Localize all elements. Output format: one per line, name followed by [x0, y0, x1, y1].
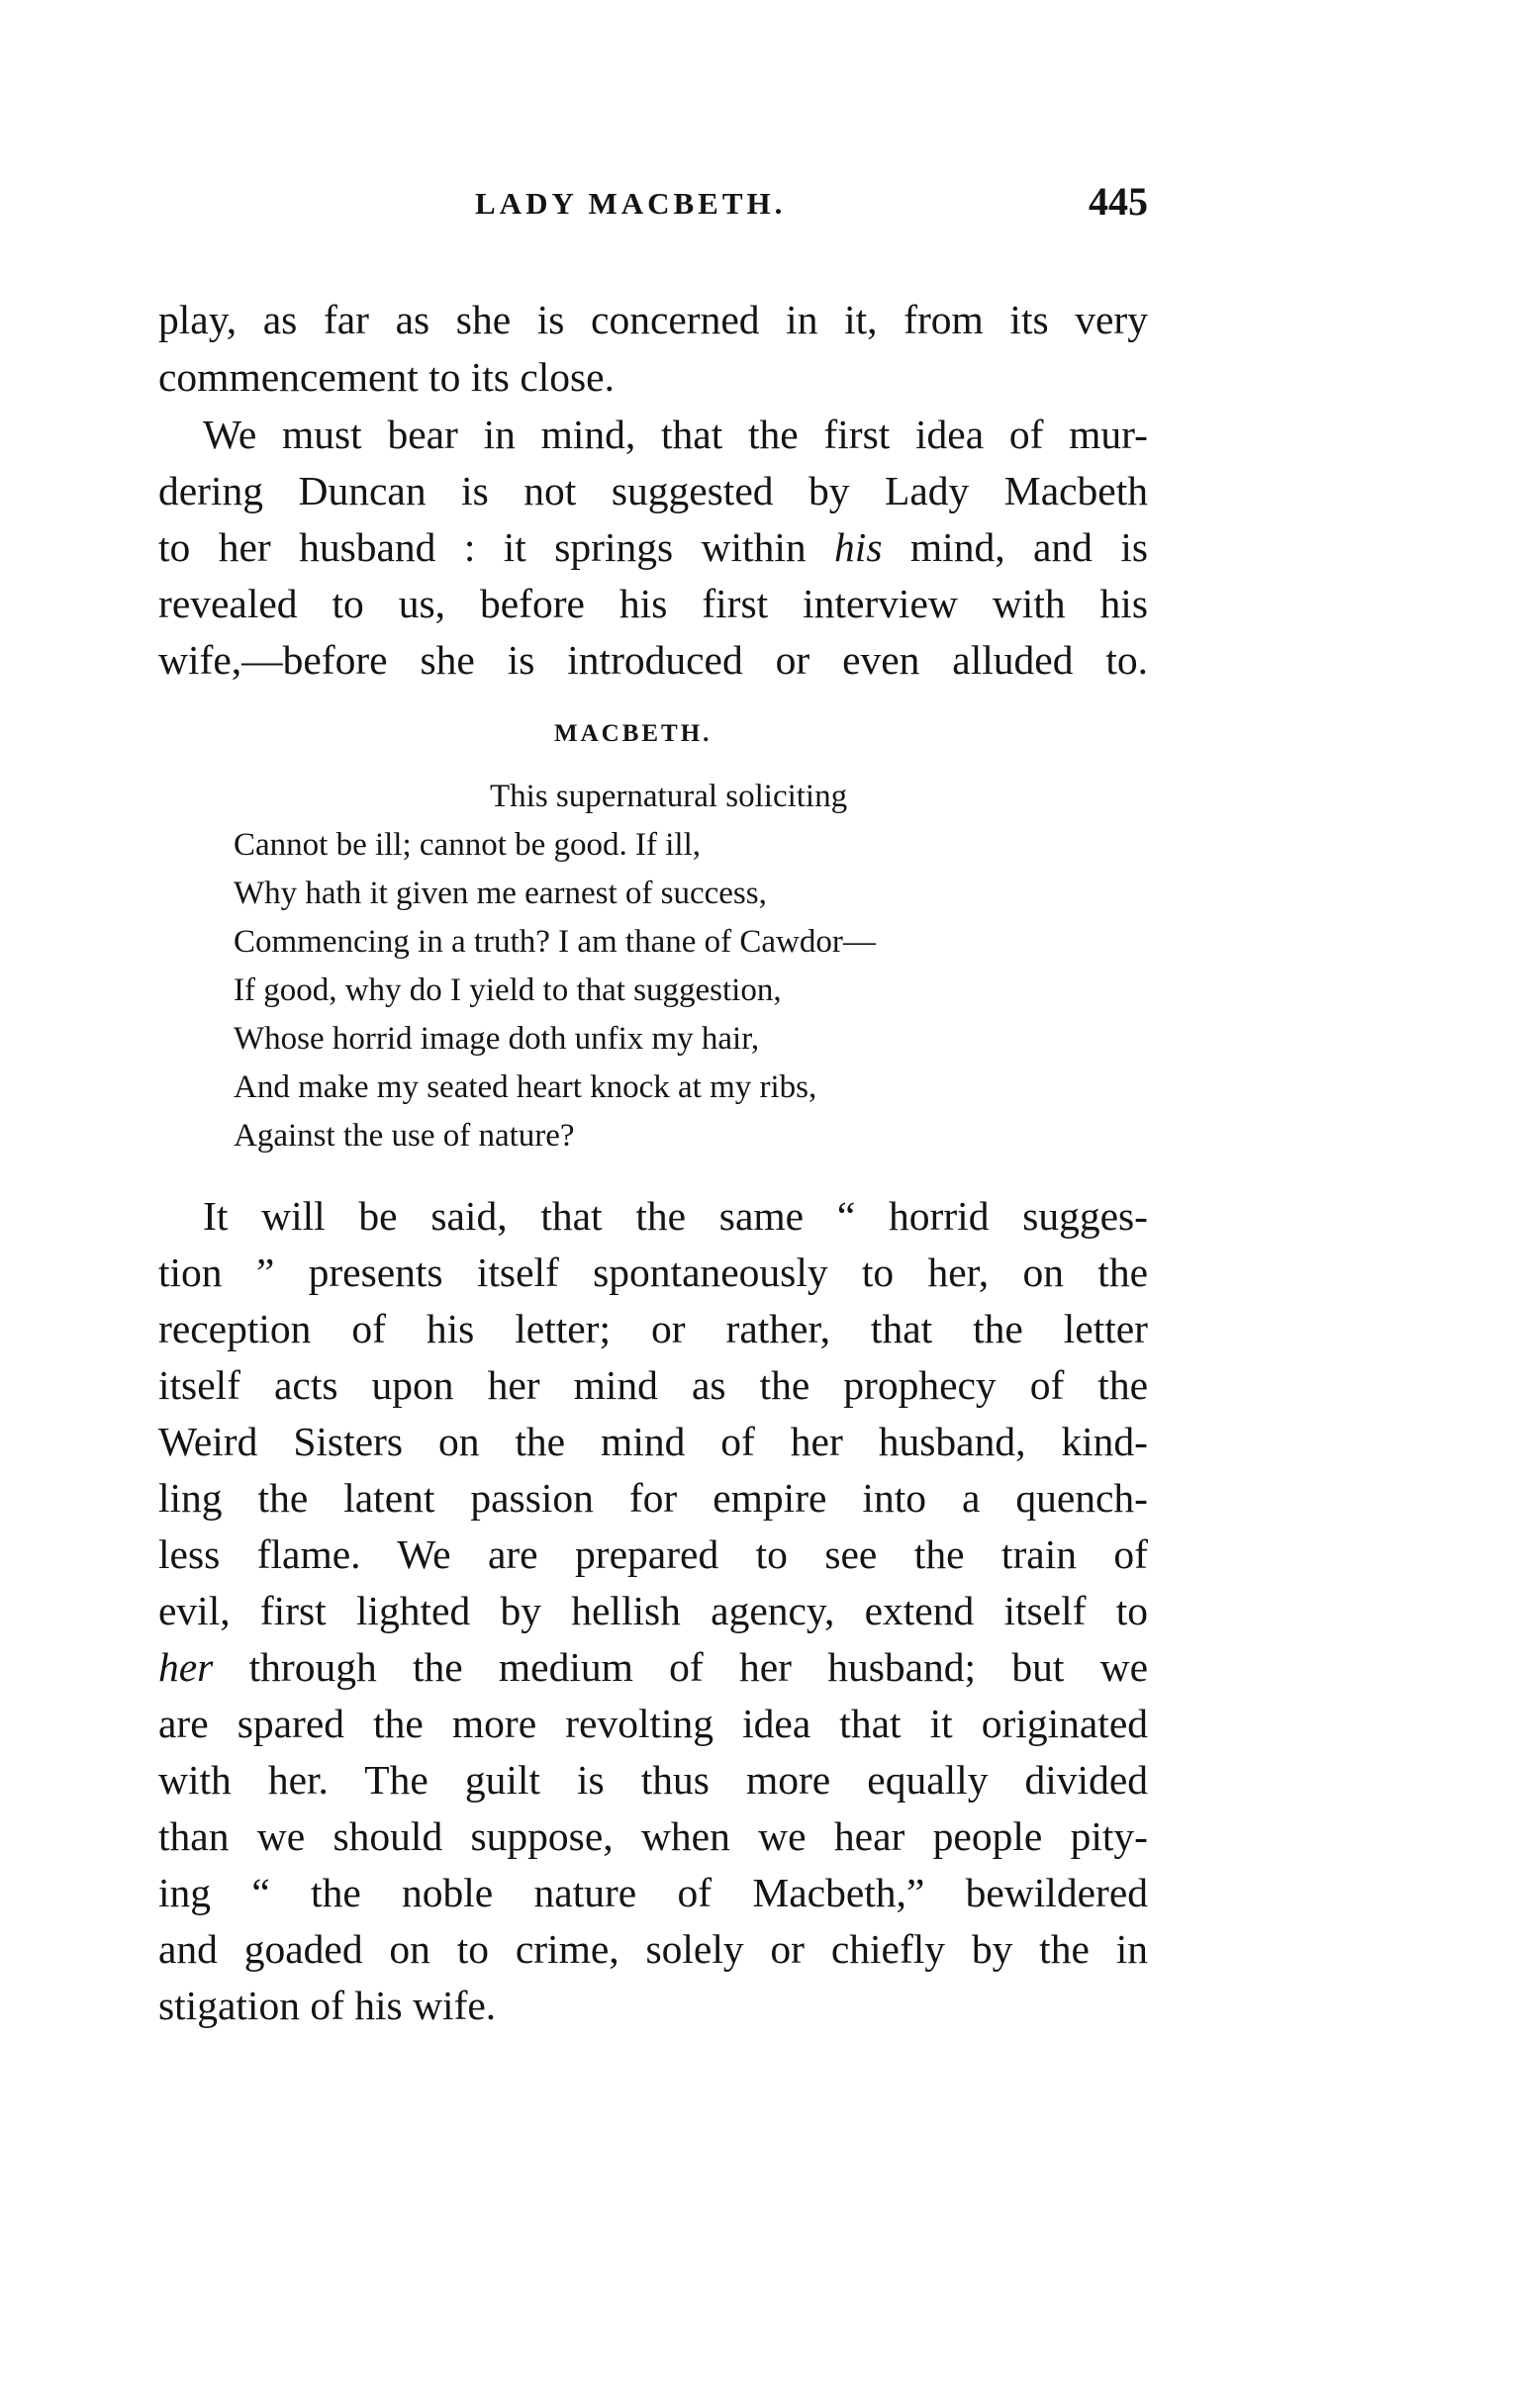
verse-line-8: Against the use of nature? — [234, 1118, 575, 1154]
paragraph-3-line-9-text: through the medium of her husband; but we — [248, 1644, 1149, 1690]
paragraph-3-line-8: evil, first lighted by hellish agency, extend itself to — [158, 1588, 1148, 1633]
paragraph-3-line-1: It will be said, that the same “ horrid sugges- — [203, 1193, 1148, 1239]
paragraph-2-line-2: dering Duncan is not suggested by Lady Macbeth — [158, 468, 1148, 513]
verse-line-6: Whose horrid image doth unfix my hair, — [234, 1021, 760, 1057]
paragraph-2-line-3 — [158, 518, 1148, 576]
emphasis-her: her — [158, 1644, 214, 1690]
paragraph-3-line-7: less flame. We are prepared to see the train of — [158, 1531, 1148, 1577]
paragraph-2-line-5: wife,—before she is introduced or even alluded to. — [158, 637, 1148, 683]
verse-line-5: If good, why do I yield to that suggestion, — [234, 972, 782, 1008]
verse-line-7: And make my seated heart knock at my ribs, — [234, 1069, 817, 1105]
verse-line-1: This supernatural soliciting — [490, 779, 848, 814]
paragraph-3-line-5: Weird Sisters on the mind of her husband, kind- — [158, 1419, 1148, 1464]
running-title: LADY MACBETH. — [475, 186, 787, 221]
verse-line-3: Why hath it given me earnest of success, — [234, 876, 767, 911]
paragraph-1-line-1: play, as far as she is concerned in it, from its very — [158, 297, 1148, 342]
paragraph-3-line-2: tion ” presents itself spontaneously to her, on the — [158, 1250, 1148, 1295]
paragraph-3-line-11: with her. The guilt is thus more equally divided — [158, 1757, 1148, 1803]
paragraph-3-line-15: stigation of his wife. — [158, 1983, 497, 2028]
paragraph-3-line-13: ing “ the noble nature of Macbeth,” bewildered — [158, 1870, 1148, 1915]
paragraph-3-line-10: are spared the more revolting idea that it originated — [158, 1701, 1148, 1746]
paragraph-3-line-12: than we should suppose, when we hear people pity- — [158, 1813, 1148, 1859]
paragraph-2-line-1: We must bear in mind, that the first idea of mur- — [203, 412, 1148, 457]
page-header — [158, 179, 1148, 235]
paragraph-3-line-4: itself acts upon her mind as the prophecy of the — [158, 1362, 1148, 1408]
paragraph-3-line-6: ling the latent passion for empire into a quench- — [158, 1475, 1148, 1521]
paragraph-2-line-4: revealed to us, before his first interview with his — [158, 581, 1148, 626]
emphasis-his: his — [834, 524, 883, 570]
page-number: 445 — [1089, 179, 1148, 224]
verse-line-2: Cannot be ill; cannot be good. If ill, — [234, 827, 701, 863]
paragraph-2-line-3-end: mind, and is — [909, 524, 1149, 570]
paragraph-3-line-14: and goaded on to crime, solely or chiefly by the in — [158, 1926, 1148, 1972]
paragraph-1-line-2: commencement to its close. — [158, 354, 615, 400]
speaker-name: MACBETH. — [554, 720, 713, 747]
paragraph-3-line-9 — [158, 1638, 1148, 1696]
verse-line-4: Commencing in a truth? I am thane of Cawdor— — [234, 924, 876, 960]
paragraph-3-line-3: reception of his letter; or rather, that the letter — [158, 1306, 1148, 1351]
paragraph-2-line-3-text: to her husband : it springs within — [158, 524, 807, 570]
